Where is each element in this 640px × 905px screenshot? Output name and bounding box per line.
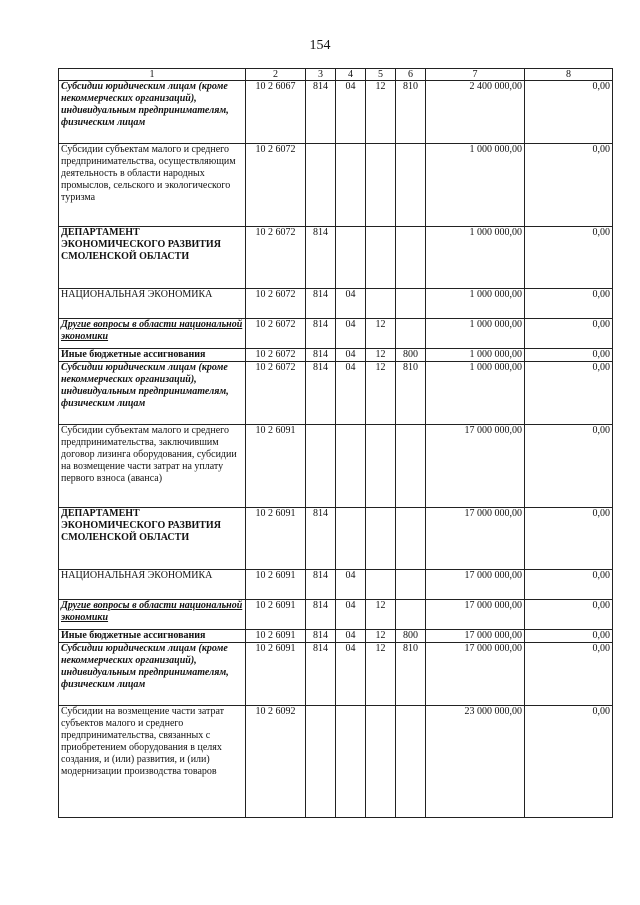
row-name-cell: Субсидии на возмещение части затрат субъектов малого и среднего предпринимательства, связанных с приобретением оборудования в целях создания, и (или) развития, и (или) модернизации производства товаров <box>59 706 246 818</box>
row-balance-cell: 0,00 <box>525 81 613 144</box>
row-c4-cell: 04 <box>336 362 366 425</box>
row-name-cell: Иные бюджетные ассигнования <box>59 349 246 362</box>
row-code-cell: 10 2 6091 <box>246 643 306 706</box>
row-amount-cell: 17 000 000,00 <box>426 630 525 643</box>
row-c3-cell: 814 <box>306 289 336 319</box>
row-c5-cell <box>366 289 396 319</box>
row-balance-cell: 0,00 <box>525 706 613 818</box>
row-name-cell: Субсидии субъектам малого и среднего предпринимательства, осуществляющим деятельность в области народных промыслов, сельского и экологического туризма <box>59 144 246 227</box>
row-c6-cell <box>396 319 426 349</box>
row-amount-cell: 17 000 000,00 <box>426 570 525 600</box>
row-balance-cell: 0,00 <box>525 600 613 630</box>
row-c3-cell <box>306 425 336 508</box>
row-c4-cell: 04 <box>336 643 366 706</box>
table-row <box>59 425 613 508</box>
row-amount-cell: 1 000 000,00 <box>426 227 525 289</box>
row-code-cell: 10 2 6072 <box>246 144 306 227</box>
row-c5-cell: 12 <box>366 362 396 425</box>
row-balance-cell: 0,00 <box>525 508 613 570</box>
row-amount-cell: 17 000 000,00 <box>426 600 525 630</box>
row-c4-cell: 04 <box>336 630 366 643</box>
table-row <box>59 508 613 570</box>
header-cell: 2 <box>246 69 306 81</box>
row-name-cell: Иные бюджетные ассигнования <box>59 630 246 643</box>
row-c5-cell <box>366 570 396 600</box>
row-code-cell: 10 2 6091 <box>246 630 306 643</box>
header-cell: 6 <box>396 69 426 81</box>
row-c4-cell: 04 <box>336 81 366 144</box>
row-c3-cell: 814 <box>306 570 336 600</box>
row-c6-cell: 810 <box>396 643 426 706</box>
row-c4-cell: 04 <box>336 319 366 349</box>
row-c6-cell <box>396 706 426 818</box>
row-c4-cell: 04 <box>336 289 366 319</box>
row-amount-cell: 17 000 000,00 <box>426 425 525 508</box>
row-name-cell: Субсидии юридическим лицам (кроме некоммерческих организаций), индивидуальным предпринимателям, физическим лицам <box>59 362 246 425</box>
table-body <box>59 81 613 818</box>
header-cell: 3 <box>306 69 336 81</box>
row-c5-cell: 12 <box>366 643 396 706</box>
row-c5-cell <box>366 508 396 570</box>
table-row <box>59 600 613 630</box>
row-c5-cell <box>366 144 396 227</box>
row-c4-cell <box>336 144 366 227</box>
row-c6-cell: 800 <box>396 349 426 362</box>
row-c4-cell <box>336 425 366 508</box>
row-c3-cell: 814 <box>306 319 336 349</box>
budget-table <box>58 68 613 818</box>
row-c3-cell: 814 <box>306 600 336 630</box>
row-balance-cell: 0,00 <box>525 349 613 362</box>
row-c4-cell: 04 <box>336 570 366 600</box>
row-c3-cell: 814 <box>306 349 336 362</box>
table-row <box>59 227 613 289</box>
row-amount-cell: 17 000 000,00 <box>426 643 525 706</box>
table-row <box>59 144 613 227</box>
row-c3-cell: 814 <box>306 362 336 425</box>
row-c4-cell: 04 <box>336 349 366 362</box>
row-name-cell: Другие вопросы в области национальной экономики <box>59 319 246 349</box>
row-c6-cell <box>396 227 426 289</box>
row-name-cell: ДЕПАРТАМЕНТ ЭКОНОМИЧЕСКОГО РАЗВИТИЯ СМОЛЕНСКОЙ ОБЛАСТИ <box>59 227 246 289</box>
row-c5-cell: 12 <box>366 349 396 362</box>
page-number: 154 <box>309 38 331 53</box>
row-code-cell: 10 2 6091 <box>246 425 306 508</box>
row-code-cell: 10 2 6091 <box>246 570 306 600</box>
table-row <box>59 349 613 362</box>
row-code-cell: 10 2 6072 <box>246 349 306 362</box>
row-amount-cell: 1 000 000,00 <box>426 349 525 362</box>
row-c3-cell: 814 <box>306 227 336 289</box>
row-name-cell: НАЦИОНАЛЬНАЯ ЭКОНОМИКА <box>59 289 246 319</box>
row-amount-cell: 17 000 000,00 <box>426 508 525 570</box>
row-c4-cell <box>336 508 366 570</box>
row-name-cell: Субсидии юридическим лицам (кроме некоммерческих организаций), индивидуальным предпринимателям, физическим лицам <box>59 643 246 706</box>
row-code-cell: 10 2 6092 <box>246 706 306 818</box>
row-c5-cell: 12 <box>366 600 396 630</box>
row-c3-cell <box>306 706 336 818</box>
row-c3-cell: 814 <box>306 508 336 570</box>
row-name-cell: Другие вопросы в области национальной экономики <box>59 600 246 630</box>
row-balance-cell: 0,00 <box>525 643 613 706</box>
row-amount-cell: 23 000 000,00 <box>426 706 525 818</box>
row-c5-cell: 12 <box>366 630 396 643</box>
row-c5-cell: 12 <box>366 81 396 144</box>
row-balance-cell: 0,00 <box>525 425 613 508</box>
row-code-cell: 10 2 6091 <box>246 600 306 630</box>
row-balance-cell: 0,00 <box>525 227 613 289</box>
row-name-cell: Субсидии юридическим лицам (кроме некоммерческих организаций), индивидуальным предпринимателям, физическим лицам <box>59 81 246 144</box>
row-c3-cell: 814 <box>306 81 336 144</box>
table-row <box>59 319 613 349</box>
row-code-cell: 10 2 6072 <box>246 227 306 289</box>
row-balance-cell: 0,00 <box>525 144 613 227</box>
row-c5-cell: 12 <box>366 319 396 349</box>
row-c5-cell <box>366 706 396 818</box>
row-amount-cell: 1 000 000,00 <box>426 319 525 349</box>
row-name-cell: Субсидии субъектам малого и среднего предпринимательства, заключившим договор лизинга оборудования, субсидии на возмещение части затрат на уплату первого взноса (аванса) <box>59 425 246 508</box>
table-row <box>59 706 613 818</box>
row-balance-cell: 0,00 <box>525 289 613 319</box>
row-c5-cell <box>366 425 396 508</box>
row-c3-cell <box>306 144 336 227</box>
row-c4-cell <box>336 227 366 289</box>
header-cell: 7 <box>426 69 525 81</box>
row-c6-cell <box>396 570 426 600</box>
header-cell: 4 <box>336 69 366 81</box>
header-row <box>59 69 613 81</box>
row-c3-cell: 814 <box>306 643 336 706</box>
row-c5-cell <box>366 227 396 289</box>
header-cell: 5 <box>366 69 396 81</box>
row-balance-cell: 0,00 <box>525 570 613 600</box>
row-c6-cell <box>396 425 426 508</box>
row-name-cell: ДЕПАРТАМЕНТ ЭКОНОМИЧЕСКОГО РАЗВИТИЯ СМОЛЕНСКОЙ ОБЛАСТИ <box>59 508 246 570</box>
row-balance-cell: 0,00 <box>525 362 613 425</box>
table-row <box>59 570 613 600</box>
row-name-cell: НАЦИОНАЛЬНАЯ ЭКОНОМИКА <box>59 570 246 600</box>
row-c3-cell: 814 <box>306 630 336 643</box>
row-code-cell: 10 2 6072 <box>246 289 306 319</box>
row-amount-cell: 1 000 000,00 <box>426 289 525 319</box>
row-code-cell: 10 2 6091 <box>246 508 306 570</box>
row-c6-cell <box>396 508 426 570</box>
header-cell: 1 <box>59 69 246 81</box>
row-amount-cell: 1 000 000,00 <box>426 362 525 425</box>
row-amount-cell: 2 400 000,00 <box>426 81 525 144</box>
table-row <box>59 362 613 425</box>
row-c6-cell: 810 <box>396 362 426 425</box>
row-c4-cell: 04 <box>336 600 366 630</box>
table-row <box>59 81 613 144</box>
row-code-cell: 10 2 6072 <box>246 319 306 349</box>
table-row <box>59 289 613 319</box>
row-code-cell: 10 2 6067 <box>246 81 306 144</box>
row-c4-cell <box>336 706 366 818</box>
table-row <box>59 630 613 643</box>
row-c6-cell <box>396 289 426 319</box>
row-c6-cell <box>396 600 426 630</box>
row-c6-cell: 810 <box>396 81 426 144</box>
header-cell: 8 <box>525 69 613 81</box>
row-c6-cell <box>396 144 426 227</box>
row-balance-cell: 0,00 <box>525 319 613 349</box>
row-balance-cell: 0,00 <box>525 630 613 643</box>
row-c6-cell: 800 <box>396 630 426 643</box>
row-code-cell: 10 2 6072 <box>246 362 306 425</box>
row-amount-cell: 1 000 000,00 <box>426 144 525 227</box>
table-row <box>59 643 613 706</box>
